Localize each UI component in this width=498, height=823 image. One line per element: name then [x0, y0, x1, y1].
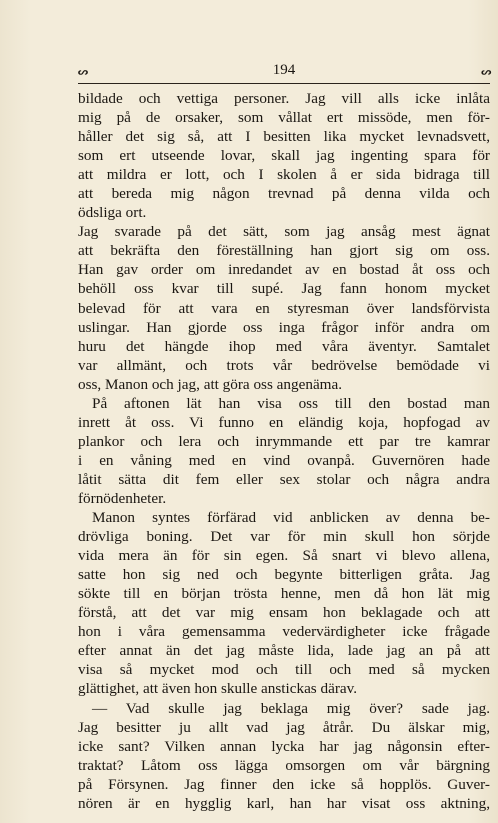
text-line: låtit sätta dit fem eller sex stolar och några andra: [78, 470, 490, 488]
text-line: håller det sig så, att I besitten lika mycket levnadsvett,: [78, 128, 490, 146]
text-line: — Vad skulle jag beklaga mig över? sade jag.: [92, 699, 490, 717]
text-line: på Försynen. Jag finner den icke så hopplös. Guver-: [78, 775, 490, 793]
text-line: hon i våra gemensamma vedervärdigheter icke frågade: [78, 623, 490, 641]
page-number: 194: [272, 62, 296, 78]
body-text: [78, 89, 490, 813]
text-line: icke sant? Vilken annan lycka har jag någonsin efter-: [78, 737, 490, 755]
text-line: satte hon sig ned och begynte bitterligen gråta. Jag: [78, 566, 490, 584]
text-line: På aftonen lät han visa oss till den bostad man: [92, 394, 490, 412]
header-rule: [78, 83, 490, 84]
text-line: att bekräfta den föreställning han gjort sig om oss.: [78, 242, 490, 260]
text-line: i en våning med en vind ovanpå. Guvernören hade: [78, 451, 490, 469]
text-line: oss, Manon och jag, att göra oss angenäma.: [78, 375, 343, 393]
text-line: huru det hängde ihop med våra äventyr. Samtalet: [78, 337, 490, 355]
text-line: ödsliga ort.: [78, 204, 147, 222]
ornament-left-icon: ᔕ: [78, 67, 87, 77]
text-line: att mildra er lott, och I skolen å er sida bidraga till: [78, 166, 490, 184]
text-line: visa så mycket mod och till och med så mycken: [78, 661, 490, 679]
text-line: drövliga boning. Det var för min skull hon sörjde: [78, 528, 490, 546]
text-line: att bereda mig någon trevnad på denna vilda och: [78, 185, 490, 203]
text-line: behöll oss kvar till supé. Jag fann honom mycket: [78, 280, 490, 298]
text-line: som ert utseende lovar, skall jag ingenting spara för: [78, 147, 490, 165]
text-line: nören är en hygglig karl, han har visat oss aktning,: [78, 794, 490, 812]
text-line: plankor och lera och inrymmande ett par tre kamrar: [78, 432, 490, 450]
text-line: bildade och vettiga personer. Jag vill alls icke inlåta: [78, 90, 490, 107]
text-line: förnödenheter.: [78, 489, 167, 507]
text-line: var allmänt, och trots vår bedrövelse bemödade vi: [78, 356, 490, 374]
ornament-right-icon: ᔕ: [481, 67, 490, 77]
text-line: inrett åt oss. Vi funno en eländig koja, hopfogad av: [78, 413, 490, 431]
text-line: glättighet, att även hon skulle anstickas därav.: [78, 680, 358, 698]
text-line: Jag svarade på det sätt, som jag ansåg mest ägnat: [78, 223, 490, 241]
page-header: [78, 62, 490, 84]
text-line: Han gav order om inredandet av en bostad åt oss och: [78, 261, 490, 279]
text-line: belevad för att vara en styresman över landsförvista: [78, 299, 490, 317]
text-line: sökte till en början trösta henne, men då hon lät mig: [78, 585, 490, 603]
text-line: traktat? Låtom oss lägga omsorgen om vår bärgning: [78, 756, 490, 774]
text-line: vida mera än för sin egen. Så snart vi blevo allena,: [78, 547, 490, 565]
text-line: uslingar. Han gjorde oss inga frågor inför andra om: [78, 318, 490, 336]
text-line: Jag besitter ju allt vad jag åtrår. Du älskar mig,: [78, 718, 490, 736]
text-line: efter annat än det jag måste lida, lade jag an på att: [78, 642, 490, 660]
text-line: Manon syntes förfärad vid anblicken av denna be-: [92, 509, 490, 527]
text-line: förstå, att det var mig ensam hon beklagade och att: [78, 604, 490, 622]
text-line: mig på de orsaker, som vållat ert missöde, men för-: [78, 109, 490, 127]
